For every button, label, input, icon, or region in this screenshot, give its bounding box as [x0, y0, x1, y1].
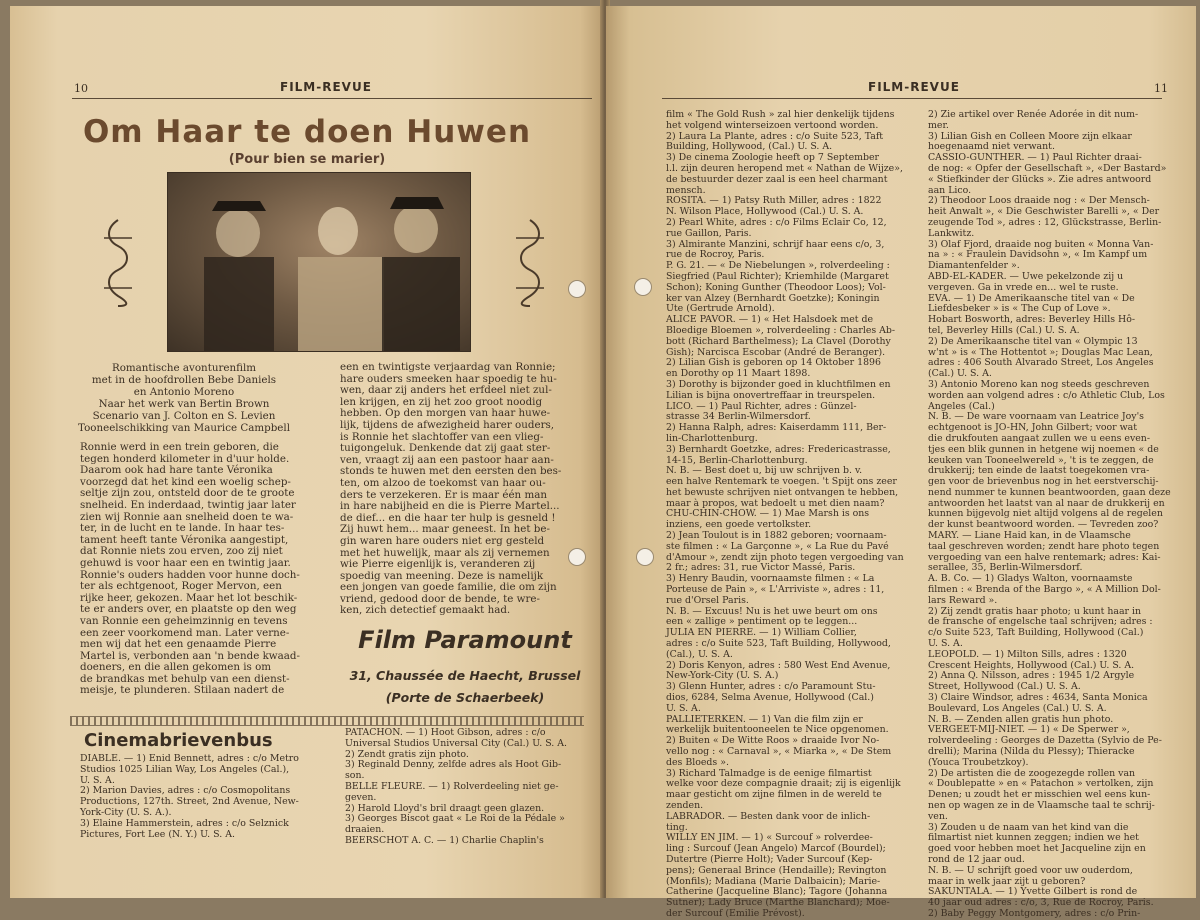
- text-line: mer.: [928, 119, 949, 131]
- credit-line: en Antonio Moreno: [133, 386, 235, 398]
- text-line: tuigongeluk. Denkende dat zij gaat ster-: [340, 442, 551, 455]
- text-line: Denen; u zoudt het er misschien wel eens kun-: [928, 789, 1151, 801]
- text-line: 2) Buiten « De Witte Roos » draaide Ivor No-: [666, 735, 880, 747]
- text-line: Angeles (Cal.): [928, 400, 995, 412]
- text-line: serallee, 35, Berlin-Wilmersdorf.: [928, 562, 1083, 574]
- text-line: der Surcouf (Emilie Prévost).: [666, 907, 805, 919]
- text-line: nend nummer te kunnen beantwoorden, gaan deze: [928, 486, 1171, 498]
- text-line: 2 fr.; adres: 31, rue Victor Massé, Paris.: [666, 562, 856, 574]
- right-page: [606, 6, 1196, 919]
- letters-column-4: [928, 110, 1178, 920]
- text-line: ker van Alzey (Bernhardt Goetzke); Koningin: [666, 292, 880, 304]
- text-line: is Ronnie het slachtoffer van een vlieg-: [340, 430, 544, 443]
- text-line: rolverdeeling : Georges de Dazetta (Sylvio de Pe-: [928, 735, 1162, 747]
- article-subtitle: (Pour bien se marier): [228, 152, 386, 167]
- text-line: N. B. — Best doet u, bij uw schrijven b. v.: [666, 465, 863, 477]
- text-line: te er anders over, en plaatste op den weg: [80, 603, 297, 616]
- binding-hole: [568, 548, 586, 566]
- text-line: SAKUNTALA. — 1) Yvette Gilbert is rond de: [928, 886, 1138, 898]
- text-line: aan Lico.: [928, 184, 972, 196]
- text-line: 3) Bernhardt Goetzke, adres: Fredericastrasse,: [666, 443, 891, 455]
- text-line: WILLY EN JIM. — 1) « Surcouf » rolverdee-: [666, 832, 873, 844]
- text-line: 2) Anna Q. Nilsson, adres : 1945 1/2 Argyle: [928, 670, 1135, 682]
- text-line: N. B. — De ware voornaam van Leatrice Joy's: [928, 411, 1144, 423]
- binding-hole: [634, 278, 652, 296]
- text-line: adres : c/o Suite 523, Taft Building, Hollywood,: [666, 638, 891, 650]
- text-line: zien wij Ronnie aan snelheid doen te wa-: [80, 510, 294, 523]
- text-line: d'Amour », zendt zijn photo tegen vergoeding van: [666, 551, 904, 563]
- text-line: U. S. A.: [928, 638, 963, 650]
- ornament-left-icon: [100, 218, 136, 308]
- text-line: ven, vraagt zij aan een pastoor haar aan-: [340, 453, 554, 466]
- letters-column-2: [345, 728, 590, 847]
- text-line: drukkerij; ten einde de laatst toegekomen vra-: [928, 465, 1150, 477]
- text-line: 3) Glenn Hunter, adres : c/o Paramount Stu-: [666, 681, 876, 693]
- text-line: ting.: [666, 821, 688, 833]
- page-number: 11: [1154, 82, 1168, 95]
- text-line: wen, daar zij anders het erfdeel niet zul-: [340, 384, 552, 397]
- text-line: gehuwd is voor haar een en twintig jaar.: [80, 556, 291, 569]
- text-line: 2) Marion Davies, adres : c/o Cosmopolitans: [80, 785, 291, 797]
- text-line: tegen honderd kilometer in d'uur holde.: [80, 452, 290, 465]
- text-line: spoedig van meening. Deze is namelijk: [340, 569, 544, 582]
- text-line: Productions, 127th. Street, 2nd Avenue, New-: [80, 796, 299, 808]
- text-line: een jongen van goede familie, die om zijn: [340, 581, 557, 594]
- text-line: lijk, tijdens de afwezigheid harer ouders,: [340, 418, 555, 431]
- text-line: echtgenoot is JO-HN, John Gilbert; voor wat: [928, 422, 1138, 434]
- text-line: PALLIETERKEN. — 1) Van die film zijn er: [666, 713, 863, 725]
- text-line: film « The Gold Rush » zal hier denkelijk tijdens: [666, 109, 895, 120]
- text-line: bott (Richard Barthelmess); La Clavel (Dorothy: [666, 335, 891, 347]
- text-line: Pictures, Fort Lee (N. Y.) U. S. A.: [80, 828, 235, 840]
- ad-location: (Porte de Schaerbeek): [385, 690, 545, 705]
- text-line: U. S. A.: [666, 702, 701, 714]
- text-line: 3) Antonio Moreno kan nog steeds geschreven: [928, 378, 1150, 390]
- text-line: geven.: [345, 791, 377, 803]
- text-line: ter als echtgenoot, Roger Mervon, een: [80, 580, 282, 593]
- text-line: Dutertre (Pierre Holt); Vader Surcouf (Kep-: [666, 853, 873, 865]
- text-line: 3) Almirante Manzini, schrijf haar eens c/o, 3,: [666, 238, 885, 250]
- text-line: voorzegd dat het kind een woelig schep-: [80, 475, 291, 488]
- text-line: New-York-City (U. S. A.): [666, 670, 779, 682]
- section-heading: Cinemabrievenbus: [84, 730, 273, 751]
- text-line: rue Gaillon, Paris.: [666, 227, 752, 239]
- text-line: mensch.: [666, 184, 706, 196]
- text-line: rue d'Orsel Paris.: [666, 594, 749, 606]
- text-line: 14-15, Berlin-Charlottenburg.: [666, 454, 808, 466]
- text-line: adres : 406 South Alvarado Street, Los Angeles: [928, 357, 1154, 369]
- text-line: het bewuste schrijven niet ontvangen te hebben,: [666, 486, 899, 498]
- text-line: 2) Lilian Gish is geboren op 14 Oktober 1896: [666, 357, 881, 369]
- text-line: 3) Claire Windsor, adres : 4634, Santa Monica: [928, 692, 1148, 704]
- text-line: hoegenaamd niet verwant.: [928, 141, 1055, 153]
- text-line: filmartist niet kunnen zeggen; indien we het: [928, 832, 1139, 844]
- text-line: zenden.: [666, 800, 704, 811]
- text-line: rue de Rocroy, Paris.: [666, 249, 765, 261]
- film-still-figures-icon: [168, 173, 470, 351]
- text-line: welke voor deze compagnie draait; zij is eigenlijk: [666, 778, 901, 790]
- text-line: ven.: [928, 810, 948, 822]
- text-line: Siegfried (Paul Richter); Kriemhilde (Margaret: [666, 270, 889, 282]
- text-line: 3) Henry Baudin, voornaamste filmen : « La: [666, 573, 875, 585]
- text-line: filmen : « Brenda of the Bargo », « A Million Dol-: [928, 584, 1161, 596]
- text-line: heit Anwalt », « Die Geschwister Barelli », « Der: [928, 206, 1160, 218]
- text-line: (Cal.), U. S. A.: [666, 648, 733, 660]
- text-line: ROSITA. — 1) Patsy Ruth Miller, adres : 1822: [666, 195, 882, 207]
- text-line: 3) Reginald Denny, zelfde adres als Hoot Gib-: [345, 759, 562, 771]
- article-title: Om Haar te doen Huwen: [82, 114, 532, 150]
- credit-line: Scenario van J. Colton en S. Levien: [92, 410, 276, 422]
- text-line: 2) Pearl White, adres : c/o Films Eclair Co, 12,: [666, 216, 887, 228]
- text-line: die drukfouten aangaat zullen we u eens even-: [928, 432, 1150, 444]
- text-line: 3) Dorothy is bijzonder goed in kluchtfilmen en: [666, 378, 891, 390]
- text-line: ter, in de lucht en te lande. In haar tes-: [80, 522, 285, 535]
- text-line: de nog: « Opfer der Gesellschaft », «Der Bastard»: [928, 162, 1167, 174]
- text-line: goed voor hebben moet het Jacqueline zijn en: [928, 843, 1146, 855]
- ornament-right-icon: [512, 218, 548, 308]
- text-line: 3) Lilian Gish en Colleen Moore zijn elkaar: [928, 130, 1132, 142]
- text-line: 2) Zij zendt gratis haar photo; u kunt haar in: [928, 605, 1142, 617]
- text-line: dios, 6284, Selma Avenue, Hollywood (Cal.): [666, 692, 874, 704]
- text-line: Schon); Koning Gunther (Theodoor Loos); Vol-: [666, 281, 886, 293]
- credit-line: met in de hoofdrollen Bebe Daniels: [91, 374, 277, 386]
- text-line: seltje zijn zou, ontsteld door de te groote: [80, 487, 295, 500]
- text-line: een zeer voorkomend man. Later verne-: [80, 626, 290, 639]
- text-line: het volgend winterseizoen vertoond worden.: [666, 119, 879, 131]
- text-line: 3) Richard Talmadge is de eenige filmartist: [666, 767, 872, 779]
- text-line: in hare nabijheid en die is Pierre Martel...: [340, 500, 560, 513]
- text-line: hebben. Op den morgen van haar huwe-: [340, 407, 551, 420]
- text-line: l.l. zijn deuren heropend met « Nathan de Wijze»,: [666, 162, 903, 174]
- binding-hole: [636, 548, 654, 566]
- text-line: MARY. — Liane Haid kan, in de Vlaamsche: [928, 530, 1131, 542]
- text-line: worden aan volgend adres : c/o Athletic Club, Los: [928, 389, 1165, 401]
- header-rule: [72, 98, 592, 99]
- text-line: na » : « Fraulein Davidsohn », « Im Kampf um: [928, 249, 1148, 261]
- text-line: 2) Zie artikel over Renée Adorée in dit num-: [928, 109, 1139, 120]
- text-line: Zij huwt hem... maar geneest. In het be-: [340, 523, 550, 536]
- text-line: son.: [345, 770, 365, 782]
- text-line: taal geschreven worden; zendt hare photo tegen: [928, 540, 1160, 552]
- text-line: vergoeding van een halve rentemark; adres: Kai-: [928, 551, 1161, 563]
- text-line: zeugende Tod », adres : 12, Glückstrasse, Berlin-: [928, 216, 1162, 228]
- text-line: 40 jaar oud adres : c/o, 3, Rue de Rocroy, Paris.: [928, 897, 1154, 909]
- text-line: 2) Jean Toulout is in 1882 geboren; voornaam-: [666, 530, 887, 542]
- text-line: Ronnie's ouders hadden voor hunne doch-: [80, 568, 300, 581]
- text-line: CHU-CHIN-CHOW. — 1) Mae Marsh is ons: [666, 508, 870, 520]
- text-line: Building, Hollywood, (Cal.) U. S. A.: [666, 141, 833, 153]
- text-line: Ronnie werd in een trein geboren, die: [80, 441, 279, 453]
- text-line: A. B. Co. — 1) Gladys Walton, voornaamste: [928, 573, 1133, 585]
- text-line: ABD-EL-KADER. — Uwe pekelzonde zij u: [928, 270, 1124, 282]
- ad-address: 31, Chaussée de Haecht, Brussel: [349, 668, 581, 683]
- text-line: ling : Surcouf (Jean Angelo) Marcof (Bourdel);: [666, 843, 886, 855]
- text-line: JULIA EN PIERRE. — 1) William Collier,: [666, 627, 857, 639]
- text-line: Bloedige Bloemen », rolverdeeling : Charles Ab-: [666, 324, 896, 336]
- text-line: N. B. — Excuus! Nu is het uwe beurt om ons: [666, 605, 878, 617]
- text-line: Ute (Gertrude Arnold).: [666, 303, 775, 315]
- ad-brand: Film Paramount: [358, 626, 572, 654]
- text-line: doeners, en die allen gekomen is om: [80, 661, 272, 674]
- text-line: VERGEET-MIJ-NIET. — 1) « De Sperwer »,: [928, 724, 1130, 736]
- text-line: Martel is, verbonden aan 'n bende kwaad-: [80, 649, 300, 662]
- text-line: 2) De Amerikaansche titel van « Olympic 13: [928, 335, 1138, 347]
- text-line: met het huwelijk, maar als zij vernemen: [340, 546, 550, 559]
- text-line: « Stiefkinder der Glücks ». Zie adres antwoord: [928, 173, 1152, 185]
- text-line: 2) Baby Peggy Montgomery, adres : c/o Prin-: [928, 907, 1141, 919]
- text-line: vello nog : « Carnaval », « Miarka », « De Stem: [666, 746, 892, 758]
- text-line: dat Ronnie niets zou erven, zoo zij niet: [80, 545, 283, 558]
- credit-line: Romantische avonturenfilm: [111, 362, 257, 374]
- film-credits: [54, 362, 314, 434]
- text-line: antwoorden het laatst van al naar de drukkerij en: [928, 497, 1165, 509]
- text-line: c/o Suite 523, Taft Building, Hollywood (Cal.): [928, 627, 1144, 639]
- text-line: de fransche of engelsche taal schrijven; adres :: [928, 616, 1153, 628]
- text-line: Diamantenfelder ».: [928, 260, 1020, 272]
- text-line: gen voor de brievenbus nog in het eerstverschij-: [928, 476, 1159, 488]
- text-line: Catherine (Jacqueline Blanc); Tagore (Johanna: [666, 886, 888, 898]
- credit-line: Naar het werk van Bertin Brown: [98, 398, 270, 410]
- text-line: rond de 12 jaar oud.: [928, 853, 1025, 865]
- running-head: FILM-REVUE: [868, 80, 960, 94]
- text-line: Daarom ook had hare tante Véronika: [80, 464, 273, 477]
- text-line: Studios 1025 Lilian Way, Los Angeles (Cal.),: [80, 763, 290, 775]
- text-line: (Monfils); Madiana (Marie Dalbaicin); Marie-: [666, 875, 881, 887]
- text-line: York-City (U. S. A.).: [80, 806, 172, 818]
- text-line: keuken van Tooneelwereld », 't is te zeggen, de: [928, 454, 1154, 466]
- text-line: en Dorothy op 11 Maart 1898.: [666, 368, 811, 380]
- text-line: gin waren hare ouders niet erg gesteld: [340, 534, 545, 547]
- text-line: BEERSCHOT A. C. — 1) Charlie Chaplin's: [345, 834, 544, 846]
- text-line: Liefdesbeker » is « The Cup of Love ».: [928, 303, 1111, 315]
- text-line: BELLE FLEURE. — 1) Rolverdeeling niet ge-: [345, 780, 559, 792]
- text-line: ders te verzekeren. Er is maar één man: [340, 488, 547, 501]
- text-line: (Youca Troubetzkoy).: [928, 756, 1029, 768]
- text-line: N. B. — U schrijft goed voor uw ouderdom,: [928, 864, 1133, 876]
- text-line: Boulevard, Los Angeles (Cal.) U. S. A.: [928, 702, 1107, 714]
- left-page: [10, 6, 604, 898]
- text-line: tel, Beverley Hills (Cal.) U. S. A.: [928, 324, 1080, 336]
- text-line: 2) Doris Kenyon, adres : 580 West End Avenue,: [666, 659, 891, 671]
- decorative-border: [70, 716, 584, 726]
- letters-column-1: [80, 754, 330, 840]
- text-line: de dief... en die haar ter hulp is gesneld !: [340, 511, 556, 524]
- text-line: stonds te huwen met den eersten den bes-: [340, 465, 562, 478]
- binding-hole: [568, 280, 586, 298]
- text-line: maar gesticht om zijne filmen in de wereld te: [666, 789, 882, 801]
- text-line: ken, zich detectief gemaakt had.: [340, 604, 511, 617]
- text-line: 3) Olaf Fjord, draaide nog buiten « Monna Van-: [928, 238, 1154, 250]
- text-line: meisje, te plunderen. Stilaan nadert de: [80, 684, 285, 697]
- text-line: lars Reward ».: [928, 594, 998, 606]
- text-line: tjes een blik gunnen in hetgene wij noemen « de: [928, 443, 1159, 455]
- text-line: 2) Theodoor Loos draaide nog : « Der Mensch-: [928, 195, 1150, 207]
- text-line: U. S. A.: [80, 774, 115, 786]
- text-line: Gish); Narcisca Escobar (André de Beranger).: [666, 346, 886, 358]
- text-line: 3) Elaine Hammerstein, adres : c/o Selznick: [80, 817, 289, 829]
- text-line: w'nt » is « The Hottentot »; Douglas Mac Lean,: [928, 346, 1153, 358]
- text-line: ALICE PAVOR. — 1) « Het Halsdoek met de: [666, 314, 874, 326]
- text-line: hare ouders smeeken haar spoedig te hu-: [340, 372, 557, 385]
- text-line: pens); Generaal Brince (Hendaille); Revington: [666, 864, 887, 876]
- text-line: (Cal.) U. S. A.: [928, 368, 992, 380]
- text-line: 2) Harold Lloyd's bril draagt geen glazen.: [345, 802, 545, 814]
- text-line: de bestuurder dezer zaal is een heel charmant: [666, 173, 888, 185]
- text-line: Lilian is bijna onovertreffaar in treurspelen.: [666, 389, 876, 401]
- text-line: lin-Charlottenburg.: [666, 432, 758, 444]
- text-line: CASSIO-GUNTHER. — 1) Paul Richter draai-: [928, 152, 1142, 164]
- text-line: PATACHON. — 1) Hoot Gibson, adres : c/o: [345, 727, 546, 738]
- letters-column-3: [666, 110, 918, 920]
- text-line: maar in welk jaar zijt u geboren?: [928, 875, 1086, 887]
- text-line: een en twintigste verjaardag van Ronnie;: [340, 361, 556, 373]
- text-line: men wij dat het een genaamde Pierre: [80, 638, 277, 651]
- text-line: 2) Hanna Ralph, adres: Kaiserdamm 111, Ber-: [666, 422, 887, 434]
- text-line: werkelijk buitentooneelen te Nice opgenomen.: [666, 724, 889, 736]
- text-line: ste filmen : « La Garçonne », « La Rue du Pavé: [666, 540, 889, 552]
- text-line: vergeven. Ga in vrede en... wel te ruste.: [928, 281, 1119, 293]
- text-line: vriend, gedood door de bende, te wre-: [340, 592, 540, 605]
- text-line: Sutner); Lady Bruce (Marthe Blanchard); Moe-: [666, 897, 890, 909]
- text-line: Hobart Bosworth, adres: Beverley Hills Hô-: [928, 314, 1136, 326]
- text-line: LICO. — 1) Paul Richter, adres : Günzel-: [666, 400, 857, 412]
- credit-line: Tooneelschikking van Maurice Campbell: [78, 422, 290, 434]
- text-line: inziens, een goede vertolkster.: [666, 519, 812, 531]
- text-line: des Bloeds ».: [666, 756, 729, 768]
- text-line: strasse 34 Berlin-Wilmersdorf.: [666, 411, 811, 423]
- story-column-1: [80, 442, 320, 697]
- text-line: 2) De artisten die de zoogezegde rollen van: [928, 767, 1136, 779]
- text-line: maar à propos, wat bedoelt u met dien naam?: [666, 497, 885, 509]
- film-still-photo: [167, 172, 471, 352]
- text-line: 2) Zendt gratis zijn photo.: [345, 748, 469, 760]
- text-line: EVA. — 1) De Amerikaansche titel van « De: [928, 292, 1135, 304]
- text-line: drelli); Marina (Nilda du Plessy); Thieracke: [928, 746, 1135, 758]
- text-line: wie Pierre eigenlijk is, veranderen zij: [340, 558, 536, 571]
- text-line: len krijgen, en zij het zoo groot noodig: [340, 395, 543, 408]
- text-line: kunnen bijgevolg niet altijd volgens al de regelen: [928, 508, 1163, 520]
- text-line: LABRADOR. — Besten dank voor de inlich-: [666, 810, 871, 822]
- text-line: N. B. — Zenden allen gratis hun photo.: [928, 713, 1114, 725]
- text-line: van Ronnie een geheimzinnig en tevens: [80, 614, 288, 627]
- page-number: 10: [74, 82, 88, 95]
- text-line: « Doublepatte » en « Patachon » vertolken, zijn: [928, 778, 1154, 790]
- text-line: Lankwitz.: [928, 227, 975, 239]
- text-line: een halve Rentemark te voegen. 't Spijt ons zeer: [666, 476, 897, 488]
- text-line: ten, om alzoo de toekomst van haar ou-: [340, 476, 546, 489]
- text-line: Street, Hollywood (Cal.) U. S. A.: [928, 681, 1081, 693]
- text-line: der kunst beantwoord worden. — Tevreden zoo?: [928, 519, 1159, 531]
- text-line: DIABLE. — 1) Enid Bennett, adres : c/o Metro: [80, 753, 299, 764]
- text-line: Porteuse de Pain », « L'Arriviste », adres : 11,: [666, 584, 885, 596]
- text-line: Crescent Heights, Hollywood (Cal.) U. S. A.: [928, 659, 1135, 671]
- text-line: 2) Laura La Plante, adres : c/o Suite 523, Taft: [666, 130, 884, 142]
- text-line: de brandkas met behulp van een dienst-: [80, 672, 290, 685]
- text-line: 3) Zouden u de naam van het kind van die: [928, 821, 1129, 833]
- text-line: draaien.: [345, 824, 385, 836]
- text-line: 3) Georges Biscot gaat « Le Roi de la Pédale »: [345, 813, 565, 825]
- story-column-2: [340, 362, 590, 617]
- text-line: nen op wagen ze in de Vlaamsche taal te schrij-: [928, 800, 1155, 811]
- running-head: FILM-REVUE: [280, 80, 372, 94]
- header-rule: [662, 98, 1162, 99]
- text-line: N. Wilson Place, Hollywood (Cal.) U. S. A.: [666, 206, 864, 218]
- text-line: snelheid. En inderdaad, twintig jaar later: [80, 498, 296, 511]
- text-line: LEOPOLD. — 1) Milton Sills, adres : 1320: [928, 648, 1127, 660]
- text-line: tament heeft tante Véronika aangestipt,: [80, 533, 289, 546]
- text-line: een « zallige » pentiment op te leggen...: [666, 616, 858, 628]
- text-line: 3) De cinema Zoologie heeft op 7 September: [666, 152, 880, 164]
- text-line: rijke heer, gekozen. Maar het lot beschik-: [80, 591, 298, 604]
- text-line: Universal Studios Universal City (Cal.) U. S. A.: [345, 737, 567, 749]
- text-line: P. G. 21. — « De Niebelungen », rolverdeeling :: [666, 260, 890, 272]
